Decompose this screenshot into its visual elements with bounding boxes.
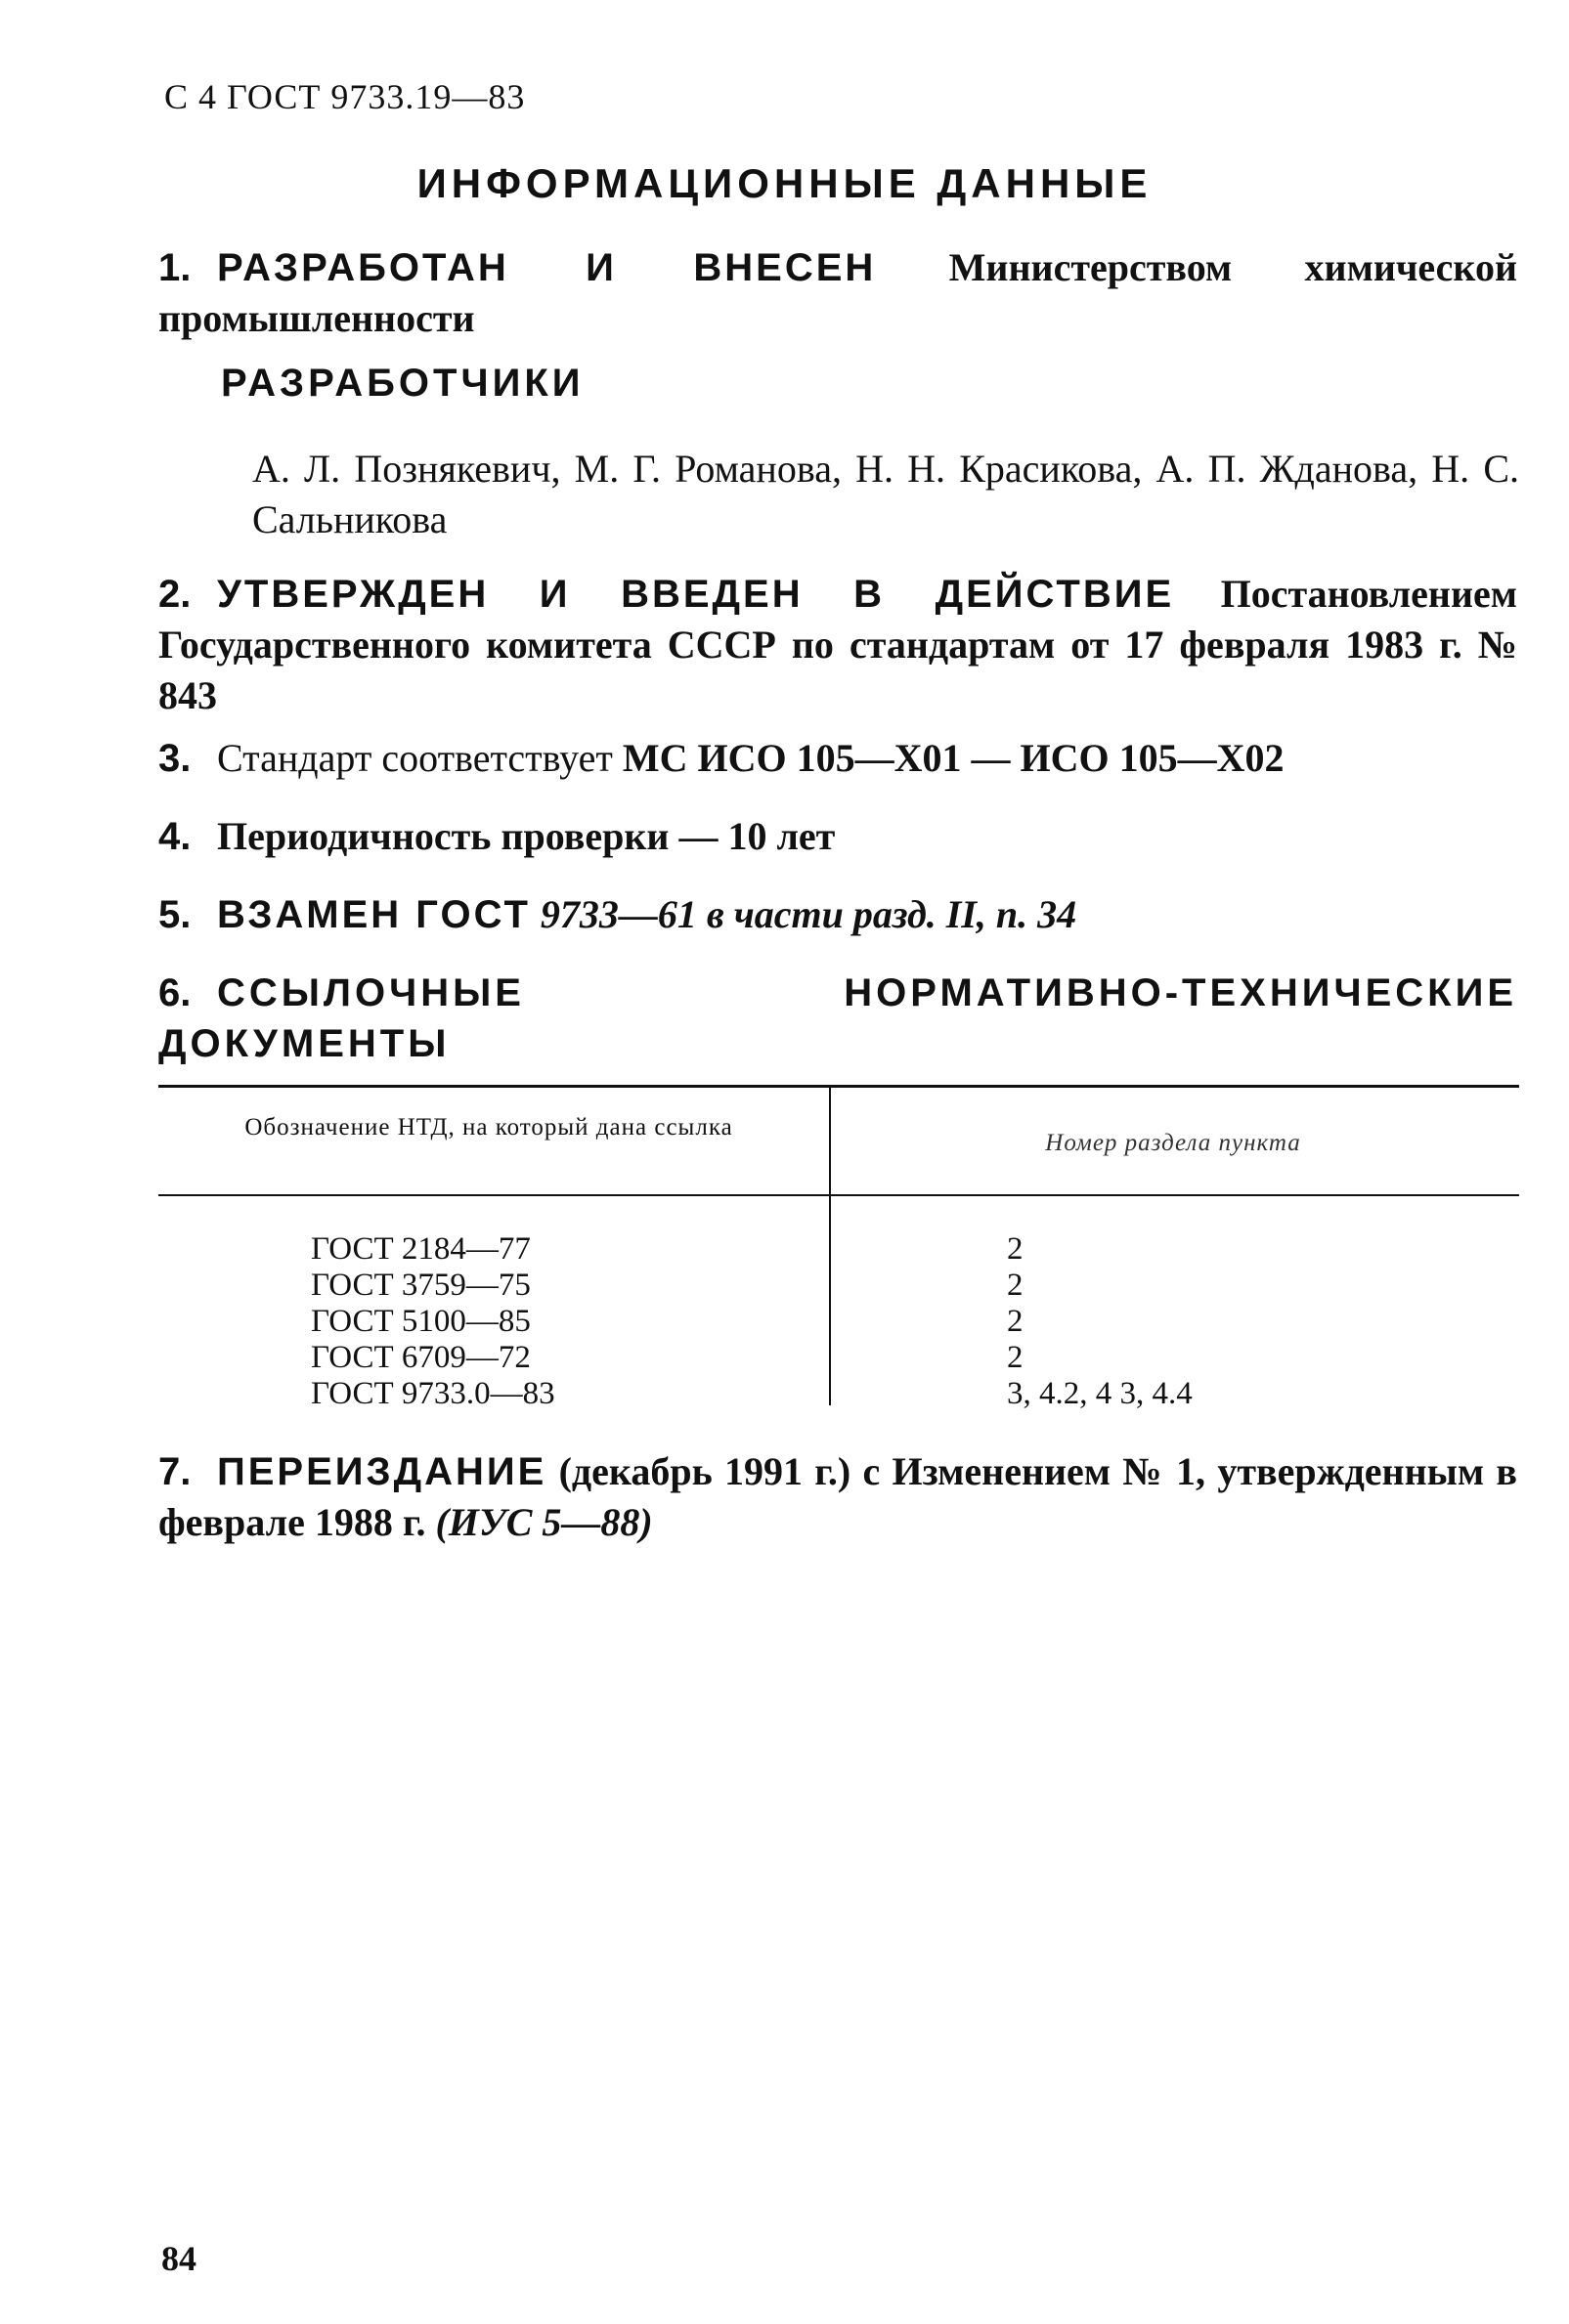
- developers-title: РАЗРАБОТЧИКИ: [221, 362, 585, 405]
- table-header-section: Номер раздела пункта: [1045, 1130, 1301, 1156]
- page-number: 84: [161, 2239, 196, 2278]
- item-7-text: (декабрь 1991 г.) с Изменением № 1, утвержденным в феврале 1988 г.: [158, 1449, 1517, 1544]
- table-cell-ref: 2: [1007, 1231, 1024, 1267]
- item-5: [158, 889, 1517, 940]
- item-3-number: 3.: [158, 737, 192, 780]
- item-1-number: 1.: [158, 246, 192, 289]
- table-cell-doc: ГОСТ 9733.0—83: [311, 1376, 555, 1411]
- table-cell-ref: 2: [1007, 1340, 1024, 1375]
- item-6-caps: ССЫЛОЧНЫЕ НОРМАТИВНО-ТЕХНИЧЕСКИЕ ДОКУМЕНТЫ: [158, 971, 1517, 1065]
- item-7-caps: ПЕРЕИЗДАНИЕ: [217, 1450, 547, 1493]
- section-title: ИНФОРМАЦИОННЫЕ ДАННЫЕ: [416, 160, 1153, 206]
- item-2-number: 2.: [158, 573, 192, 616]
- item-7: [158, 1446, 1517, 1548]
- table-top-rule: [158, 1085, 1519, 1088]
- item-2-caps: УТВЕРЖДЕН И ВВЕДЕН В ДЕЙСТВИЕ: [217, 573, 1175, 616]
- table-cell-doc: ГОСТ 2184—77: [311, 1231, 531, 1267]
- table-cell-doc: ГОСТ 6709—72: [311, 1340, 531, 1375]
- running-head: С 4 ГОСТ 9733.19—83: [164, 77, 526, 116]
- item-4: [158, 811, 1517, 862]
- table-cell-ref: 2: [1007, 1304, 1024, 1339]
- authors-list: А. Л. Познякевич, М. Г. Романова, Н. Н. Красикова, А. П. Жданова, Н. С. Сальникова: [252, 447, 1519, 541]
- table-body-divider: [829, 1196, 831, 1405]
- item-1-caps: РАЗРАБОТАН И ВНЕСЕН: [217, 246, 877, 289]
- item-2-text: Постановлением Государственного комитета СССР по стандартам от 17 февраля 1983 г. № 843: [158, 572, 1518, 717]
- table-header-designation: Обозначение НТД, на который дана ссылка: [244, 1114, 733, 1140]
- item-3: [158, 733, 1517, 784]
- item-6-number: 6.: [158, 971, 192, 1014]
- item-3-text: Стандарт соответствует: [217, 736, 623, 780]
- item-2: [158, 569, 1517, 721]
- item-5-caps: ВЗАМЕН ГОСТ: [217, 893, 531, 936]
- table-cell-ref: 3, 4.2, 4 3, 4.4: [1007, 1376, 1193, 1411]
- item-7-reference: (ИУС 5—88): [435, 1500, 653, 1544]
- item-5-number: 5.: [158, 893, 192, 936]
- table-cell-ref: 2: [1007, 1268, 1024, 1303]
- item-6: [158, 968, 1517, 1069]
- item-1-text: Министерством химической промышленности: [158, 245, 1517, 340]
- item-5-text: 9733—61 в части разд. II, п. 34: [530, 892, 1077, 936]
- item-4-text: Периодичность проверки — 10 лет: [217, 814, 836, 858]
- table-header-rule: [158, 1194, 1519, 1196]
- table-header-divider: [829, 1087, 831, 1194]
- table-cell-doc: ГОСТ 5100—85: [311, 1304, 531, 1339]
- item-7-number: 7.: [158, 1450, 192, 1493]
- item-1: [158, 242, 1517, 344]
- item-4-number: 4.: [158, 815, 192, 858]
- item-3-standard: МС ИСО 105—Х01 — ИСО 105—Х02: [622, 736, 1285, 780]
- table-cell-doc: ГОСТ 3759—75: [311, 1268, 531, 1303]
